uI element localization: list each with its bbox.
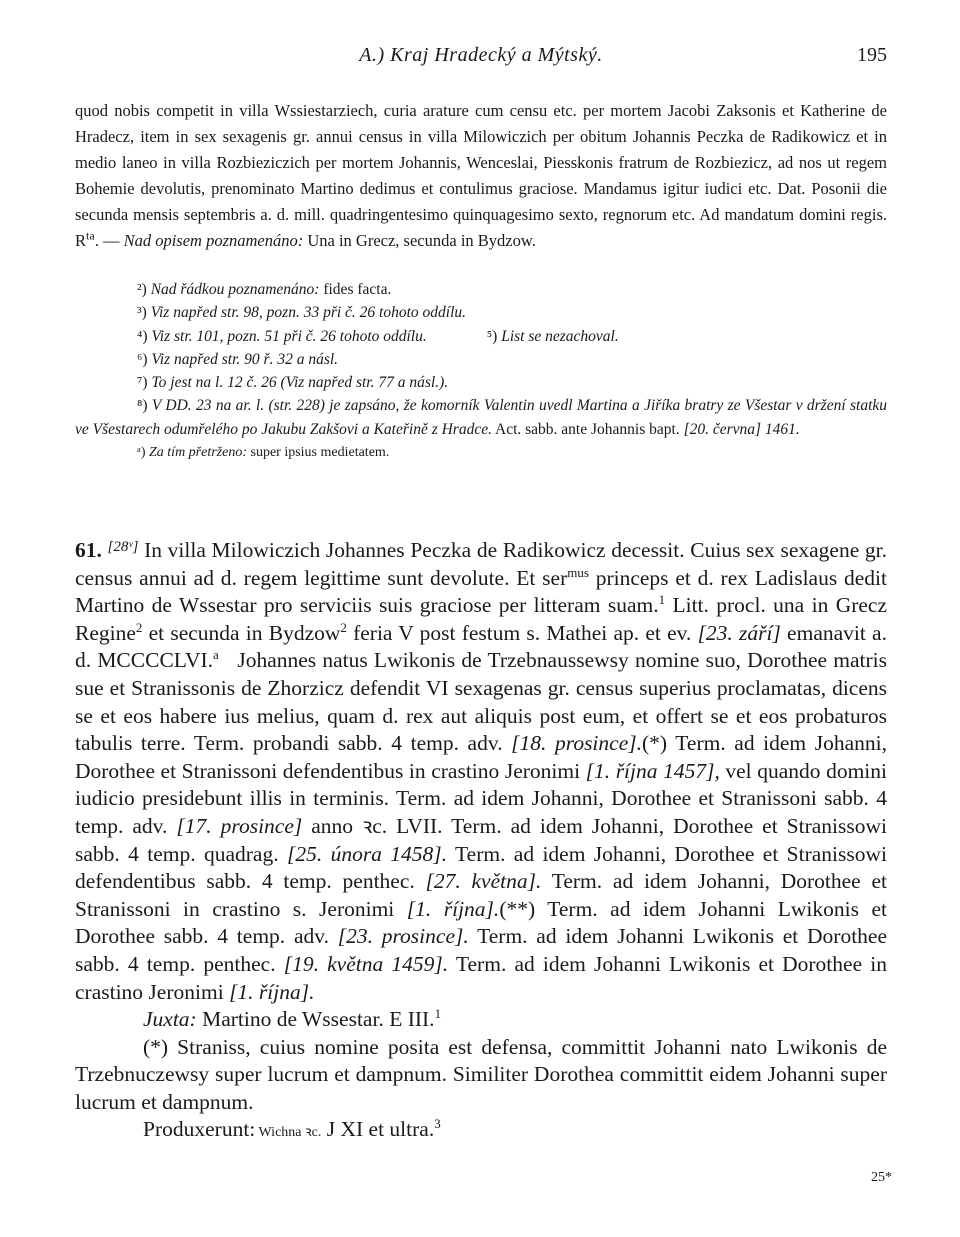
footnote-italic: Viz napřed str. 98, pozn. 33 při č. 26 tohoto oddílu. bbox=[150, 304, 467, 322]
charter-tail: Una in Grecz, secunda in Bydzow. bbox=[303, 231, 536, 250]
footnote bbox=[75, 371, 887, 394]
footnote-mark: ⁵) bbox=[486, 327, 498, 345]
folio-ref: [28ᵛ] bbox=[107, 539, 139, 555]
footnote-mark: ⁸) bbox=[137, 397, 148, 415]
date-italic: [27. května]. bbox=[425, 869, 542, 894]
charter-paragraph bbox=[75, 98, 887, 254]
superscript: 2 bbox=[340, 619, 347, 635]
produxerunt-label: Produxerunt: bbox=[143, 1117, 256, 1142]
entry-text: Term. ad idem Johanni, Dorothee et Stranissoni in crastino s. Jeronimi bbox=[75, 869, 887, 921]
footnote-mark: ²) bbox=[137, 281, 147, 298]
footnote-mark: ᵃ) bbox=[137, 445, 146, 461]
footnote bbox=[75, 278, 887, 301]
star-note: (*) Straniss, cuius nomine posita est defensa, committit Johanni nato Lwikonis de Trzebnuczewsy super lucrum et dampnum. Similiter Dorothea committit eidem Johanni super lucrum et dampnum. bbox=[75, 1034, 887, 1114]
footnote-italic: Za tím přetrženo: bbox=[149, 445, 247, 461]
footnote bbox=[75, 325, 887, 348]
superscript: 1 bbox=[658, 592, 666, 608]
footnote-text: super ipsius medietatem. bbox=[247, 445, 390, 461]
produxerunt-small: Wichna ꝛc. bbox=[255, 1125, 322, 1141]
date-italic: [23. září] bbox=[697, 620, 781, 645]
footnote-italic: [20. června] 1461. bbox=[683, 420, 800, 438]
footnote-mark: ⁴) bbox=[137, 327, 148, 345]
superscript: 1 bbox=[434, 1005, 442, 1021]
footnote bbox=[75, 301, 887, 324]
date-italic: [19. května 1459]. bbox=[283, 951, 449, 976]
juxta-line bbox=[75, 1006, 887, 1034]
footnote-italic: Nad řádkou poznamenáno: bbox=[150, 281, 320, 298]
entry-text: Litt. procl. una in Grecz Regine bbox=[75, 593, 888, 645]
charter-body: quod nobis competit in villa Wssiestarziech, curia arature cum censu etc. per mortem Jacobi Zaksonis et Katherine de Hradecz, item in sex sexagenis gr. annui census in villa Milowiczich per obitum Johannis Peczka de Radikowicz et in medio laneo in villa Rozbieziczich per mortem Johannis, Wenceslai, Piesskonis fratrum de Rozbiezicz, ad nos ut regem Bohemie devolutis, prenominato Martino dedimus et contulimus graciose. Mandamus igitur iudici etc. Dat. Posonii die secunda mensis septembris a. d. mill. quadringentesimo quinquagesimo sexto, regnorum etc. Ad mandatum domini regis. R bbox=[75, 101, 887, 250]
superscript: 3 bbox=[434, 1116, 441, 1132]
footnote-mark: ⁶) bbox=[137, 350, 148, 368]
sheet-signature: 25* bbox=[871, 1170, 892, 1185]
footnote-italic: List se nezachoval. bbox=[501, 327, 619, 345]
running-title: A.) Kraj Hradecký a Mýtský. bbox=[359, 44, 603, 66]
entry-text: emanavit a. d. MCCCCLVI. bbox=[75, 620, 887, 673]
footnote-italic: V DD. 23 na ar. l. (str. 228) je zapsáno, že komorník Valentin uvedl Martina a Jiříka bratry ze Všestar v držení statku ve Všestarech odumřelého po Jakubu Zakšovi a Kateřině z Hradce. bbox=[75, 397, 887, 438]
footnote-italic: Viz napřed str. 90 ř. 32 a násl. bbox=[151, 350, 339, 368]
entry-text: feria V post festum s. Mathei ap. et ev. bbox=[346, 620, 698, 645]
juxta-text: Martino de Wssestar. E III. bbox=[196, 1007, 435, 1032]
footnote bbox=[75, 441, 887, 464]
superscript: ta bbox=[86, 228, 95, 243]
date-italic: [23. prosince]. bbox=[337, 924, 469, 949]
entry-text: Term. ad idem Johanni, Dorothee et Stranissowi defendentibus sabb. 4 temp. penthec. bbox=[75, 841, 887, 894]
main-entry bbox=[75, 534, 893, 1147]
produxerunt-line bbox=[75, 1116, 887, 1147]
page-number: 195 bbox=[857, 44, 887, 66]
date-italic: [1. října 1457], bbox=[585, 758, 720, 783]
superscript: a bbox=[213, 647, 219, 663]
entry-number: 61. bbox=[75, 538, 102, 562]
charter-text bbox=[75, 98, 887, 254]
date-italic: [18. prosince]. bbox=[511, 731, 642, 756]
footnote-italic: Viz str. 101, pozn. 51 při č. 26 tohoto oddílu. bbox=[151, 327, 427, 345]
entry-text: (*) Term. ad idem Johanni, Dorothee et Stranissoni defendentibus in crastino Jeronimi bbox=[75, 731, 888, 783]
footnote-text: Act. sabb. ante Johannis bapt. bbox=[491, 420, 684, 438]
footnote-mark: ⁷) bbox=[137, 374, 148, 392]
footnote-italic: To jest na l. 12 č. 26 (Viz napřed str. 77 a násl.). bbox=[151, 374, 449, 392]
entry-paragraph bbox=[75, 534, 893, 1006]
entry-text: et secunda in Bydzow bbox=[142, 620, 341, 645]
entry-text: Johannes natus Lwikonis de Trzebnaussewsy nomine suo, Dorothee matris sue et Stranissonis de Zhorzicz defendit VI sexagenas gr. census superius proclamatas, dicens se et eos habere ius melius, quam d. rex aut aliquis post eum, et offert se et eos probaturos tabulis terre. Term. probandi sabb. 4 temp. adv. bbox=[75, 648, 893, 756]
footnotes bbox=[75, 278, 887, 464]
entry-text: Term. ad idem Johanni Lwikonis et Dorothee in crastino Jeronimi bbox=[75, 951, 887, 1004]
superscript: mus bbox=[567, 564, 589, 580]
editor-note: Nad opisem poznamenáno: bbox=[123, 231, 304, 250]
entry-text: princeps et d. rex Ladislaus dedit Martino de Wssestar pro serviciis suis graciose per litteram suam. bbox=[75, 565, 887, 618]
date-italic: [17. prosince] bbox=[176, 813, 303, 838]
entry-text: (**) Term. ad idem Johanni Lwikonis et Dorothee sabb. 4 temp. adv. bbox=[75, 896, 887, 949]
dash: . — bbox=[94, 231, 124, 250]
juxta-label: Juxta: bbox=[143, 1007, 197, 1032]
date-italic: [1. října]. bbox=[406, 896, 500, 921]
footnote-text: fides facta. bbox=[319, 281, 392, 298]
entry-text: vel quando domini iudicio presidebunt illis in terminis. Term. ad idem Johanni, Dorothee et Stranissoni sabb. 4 temp. adv. bbox=[75, 758, 887, 838]
entry-text: Term. ad idem Johanni Lwikonis et Dorothee sabb. 4 temp. penthec. bbox=[75, 924, 888, 976]
entry-text: anno ꝛc. LVII. Term. ad idem Johanni, Dorothee et Stranissowi sabb. 4 temp. quadrag. bbox=[75, 813, 888, 866]
produxerunt-text: J XI et ultra. bbox=[321, 1117, 435, 1142]
date-italic: [25. února 1458]. bbox=[286, 841, 448, 866]
date-italic: [1. října]. bbox=[229, 979, 315, 1004]
footnote-mark: ³) bbox=[137, 304, 147, 322]
footnote bbox=[75, 394, 887, 441]
footnote bbox=[75, 348, 887, 371]
superscript: 2 bbox=[135, 619, 143, 635]
page-header bbox=[75, 44, 887, 74]
entry-text: In villa Milowiczich Johannes Peczka de Radikowicz decessit. Cuius sex sexagene gr. census annui ad d. regem legittime sunt devolute. Et ser bbox=[75, 538, 887, 590]
